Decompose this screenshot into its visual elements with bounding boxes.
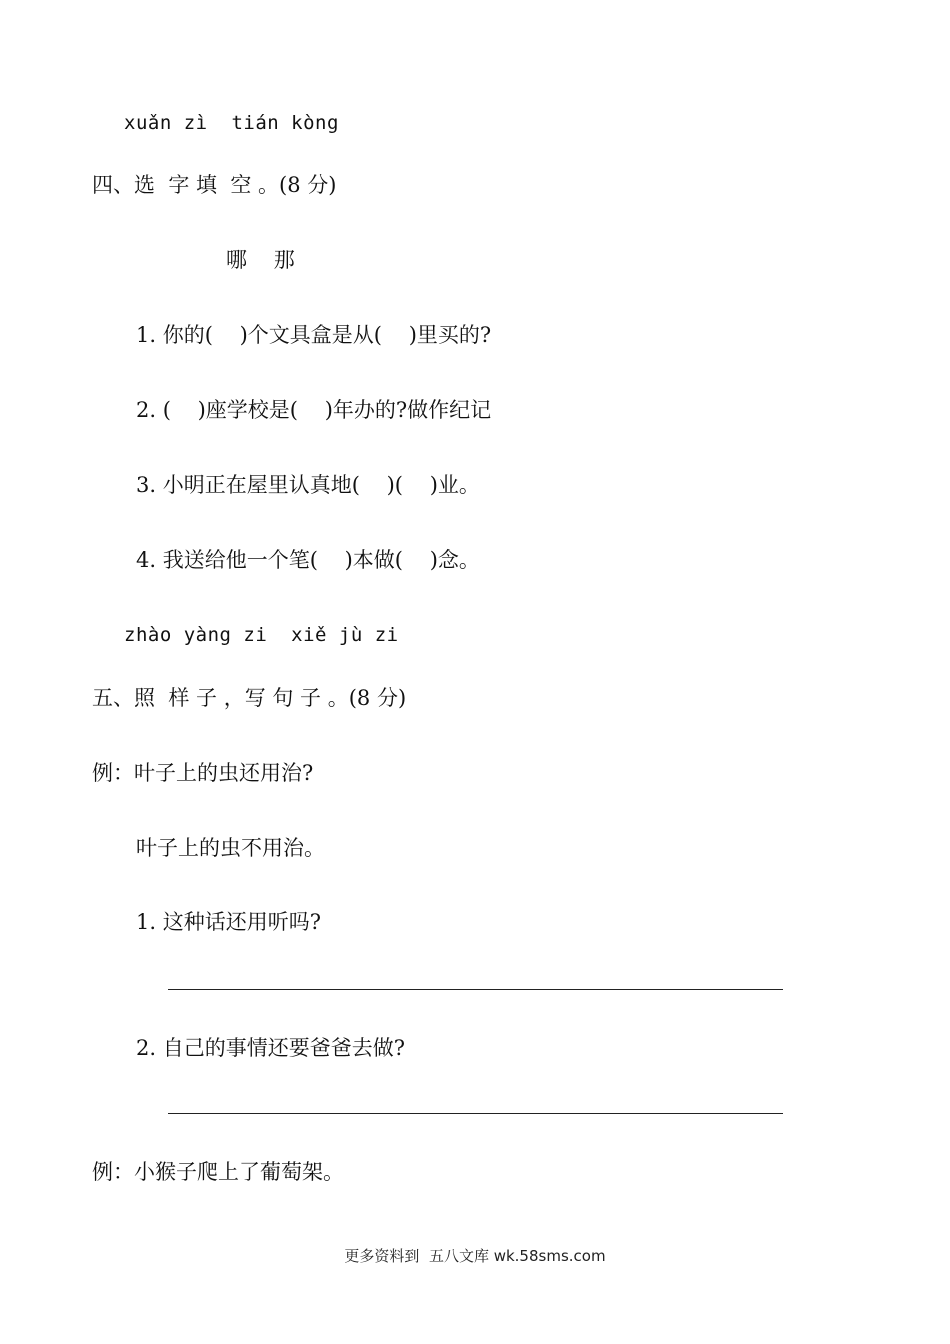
section5-pinyin: zhào yàng zi xiě jù zi [124, 624, 399, 646]
answer-line-2[interactable] [168, 1113, 783, 1114]
footer-watermark: 更多资料到 五八文库 wk.58sms.com [344, 1247, 606, 1265]
section5-item-1: 1. 这种话还用听吗? [136, 910, 321, 934]
section4-item-1: 1. 你的( )个文具盒是从( )里买的? [136, 323, 492, 347]
section5-example2: 例：小猴子爬上了葡萄架。 [92, 1160, 344, 1184]
section5-example1: 例：叶子上的虫还用治? [92, 761, 314, 785]
section4-pinyin: xuǎn zì tián kòng [124, 112, 339, 134]
answer-line-1[interactable] [168, 989, 783, 990]
section4-item-4: 4. 我送给他一个笔( )本做( )念。 [136, 548, 480, 572]
section4-item-2: 2. ( )座学校是( )年办的?做作纪记 [136, 398, 492, 422]
section5-item-2: 2. 自己的事情还要爸爸去做? [136, 1036, 405, 1060]
section5-example1-answer: 叶子上的虫不用治。 [136, 836, 325, 860]
section4-title: 四、选 字 填 空 。(8 分) [92, 173, 337, 197]
section4-item-3: 3. 小明正在屋里认真地( )( )业。 [136, 473, 480, 497]
section5-title: 五、照 样 子 ，写 句 子 。(8 分) [92, 686, 407, 710]
section4-choice-chars: 哪 那 [226, 248, 295, 272]
